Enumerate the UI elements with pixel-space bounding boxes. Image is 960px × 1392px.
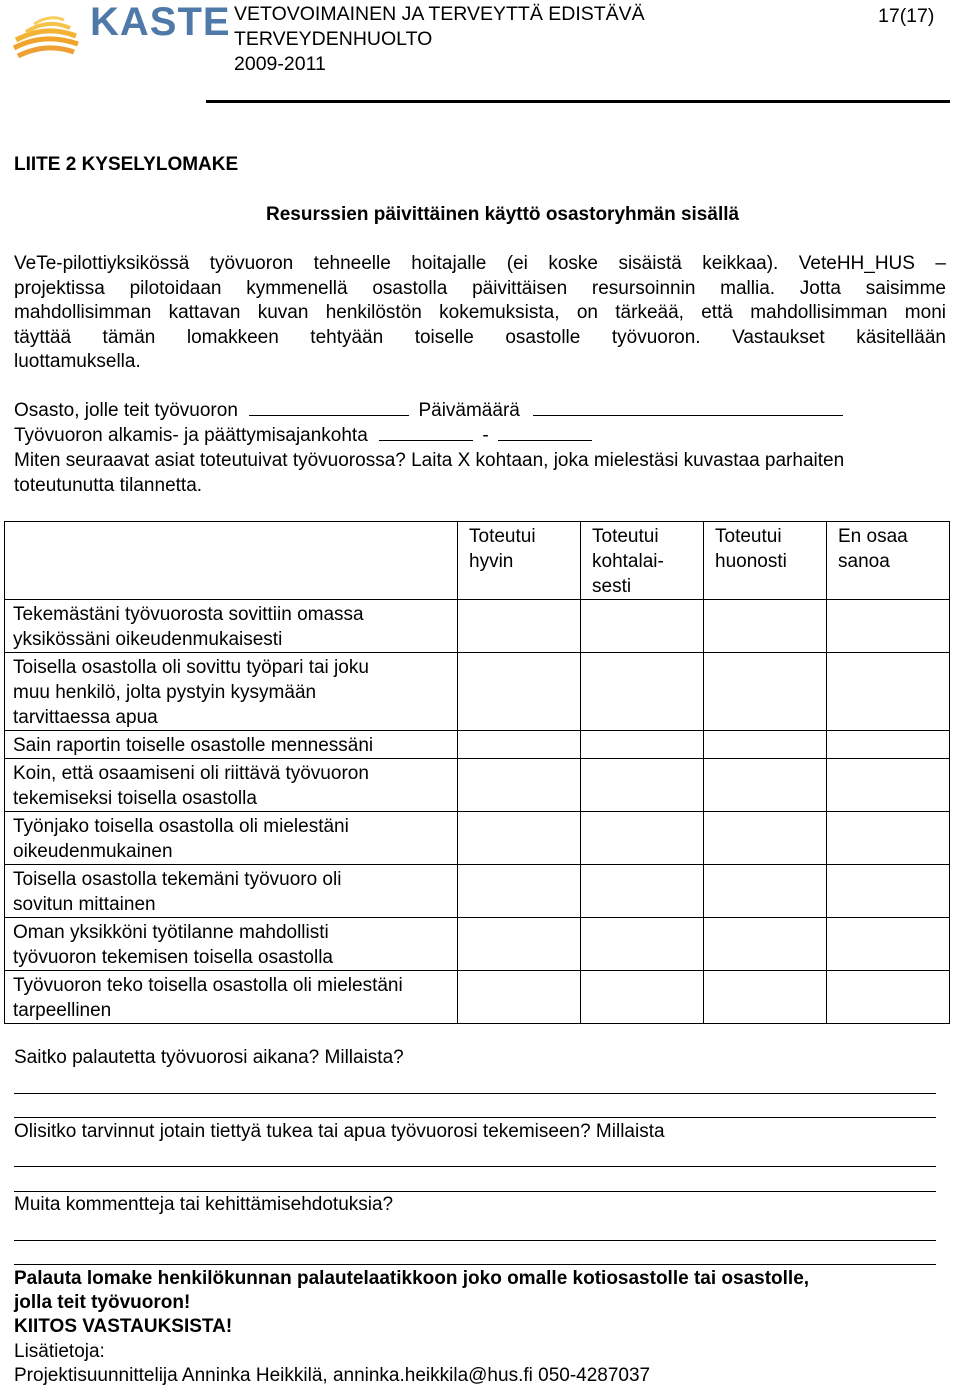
answer-cell[interactable] <box>704 653 827 731</box>
question-comments: Muita kommentteja tai kehittämisehdotuksia? <box>14 1194 394 1215</box>
column-header-text: kohtalai- <box>592 551 664 572</box>
statement-text: työvuoron tekemisen toisella osastolla <box>13 947 334 968</box>
table-row <box>5 653 950 731</box>
table-row <box>5 918 950 971</box>
intro-line: täyttää tämän lomakkeen tehtyään toiselle osastolle työvuoron. Vastaukset käsitellään <box>14 326 946 348</box>
column-header-text: Toteutui <box>715 526 782 547</box>
answer-line[interactable] <box>14 1264 936 1265</box>
sun-logo-icon <box>12 4 84 64</box>
column-header-text: hyvin <box>469 551 514 572</box>
answer-cell[interactable] <box>827 731 950 759</box>
answer-cell[interactable] <box>581 918 704 971</box>
instructions-line1: Miten seuraavat asiat toteutuivat työvuorossa? Laita X kohtaan, joka mielestäsi kuvastaa parhaiten <box>14 450 845 471</box>
department-blank[interactable] <box>249 415 409 416</box>
answer-cell[interactable] <box>704 812 827 865</box>
table-row <box>5 731 950 759</box>
answer-cell[interactable] <box>458 918 581 971</box>
shift-end-blank[interactable] <box>498 440 592 441</box>
column-header-poor <box>704 522 827 600</box>
statement-cell <box>5 653 458 731</box>
statement-text: Toisella osastolla tekemäni työvuoro oli <box>13 869 342 890</box>
answer-cell[interactable] <box>704 971 827 1024</box>
column-header-text: sanoa <box>838 551 890 572</box>
table-row <box>5 971 950 1024</box>
statement-text: muu henkilö, jolta pystyin kysymään <box>13 682 317 703</box>
answer-cell[interactable] <box>827 918 950 971</box>
form-title: Resurssien päivittäinen käyttö osastoryhmän sisällä <box>266 204 740 225</box>
statement-text: Oman yksikköni työtilanne mahdollisti <box>13 922 329 943</box>
answer-cell[interactable] <box>581 759 704 812</box>
answer-cell[interactable] <box>458 971 581 1024</box>
statement-text: sovitun mittainen <box>13 894 156 915</box>
answer-cell[interactable] <box>704 600 827 653</box>
answer-cell[interactable] <box>581 812 704 865</box>
rating-table <box>4 521 950 1024</box>
statement-cell <box>5 918 458 971</box>
return-instructions-line1: Palauta lomake henkilökunnan palautelaatikkoon joko omalle kotiosastolle tai osastolle, <box>14 1268 810 1289</box>
answer-line[interactable] <box>14 1093 936 1094</box>
answer-cell[interactable] <box>458 731 581 759</box>
column-header-text: huonosti <box>715 551 787 572</box>
table-row <box>5 865 950 918</box>
table-corner-cell <box>5 522 458 600</box>
column-header-moderate <box>581 522 704 600</box>
statement-text: Tekemästäni työvuorosta sovittiin omassa <box>13 604 364 625</box>
statement-text: Koin, että osaamiseni oli riittävä työvuoron <box>13 763 369 784</box>
table-row <box>5 812 950 865</box>
shift-time-separator: - <box>482 425 489 446</box>
answer-cell[interactable] <box>458 600 581 653</box>
statement-cell <box>5 731 458 759</box>
project-title-line1: VETOVOIMAINEN JA TERVEYTTÄ EDISTÄVÄ <box>234 3 645 25</box>
answer-line[interactable] <box>14 1191 936 1192</box>
question-support: Olisitko tarvinnut jotain tiettyä tukea tai apua työvuorosi tekemiseen? Millaista <box>14 1121 665 1142</box>
header-rule <box>206 100 950 103</box>
intro-line: mahdollisimman kattavan kuvan henkilöstön kokemuksista, on tärkeää, että mahdollisimman moni <box>14 302 946 323</box>
table-row <box>5 600 950 653</box>
thanks-text: KIITOS VASTAUKSISTA! <box>14 1316 233 1337</box>
column-header-text: Toteutui <box>469 526 536 547</box>
shift-time-label: Työvuoron alkamis- ja päättymisajankohta <box>14 425 368 446</box>
answer-cell[interactable] <box>458 865 581 918</box>
answer-cell[interactable] <box>827 653 950 731</box>
statement-text: tarvittaessa apua <box>13 707 158 728</box>
answer-cell[interactable] <box>581 731 704 759</box>
statement-text: tarpeellinen <box>13 1000 112 1021</box>
answer-cell[interactable] <box>458 812 581 865</box>
shift-time-row <box>14 424 592 449</box>
answer-cell[interactable] <box>704 865 827 918</box>
shift-start-blank[interactable] <box>379 440 473 441</box>
statement-cell <box>5 812 458 865</box>
project-title-line2: TERVEYDENHUOLTO <box>234 28 433 50</box>
answer-cell[interactable] <box>581 865 704 918</box>
page-number: 17(17) <box>878 5 935 27</box>
column-header-dont-know <box>827 522 950 600</box>
statement-cell <box>5 759 458 812</box>
answer-line[interactable] <box>14 1240 936 1241</box>
intro-paragraph <box>14 252 946 375</box>
contact-info: Projektisuunnittelija Anninka Heikkilä, anninka.heikkila@hus.fi 050-4287037 <box>14 1365 651 1386</box>
answer-cell[interactable] <box>581 971 704 1024</box>
answer-cell[interactable] <box>827 812 950 865</box>
answer-cell[interactable] <box>704 759 827 812</box>
statement-text: Sain raportin toiselle osastolle mennessäni <box>13 735 374 756</box>
table-row <box>5 759 950 812</box>
info-label: Lisätietoja: <box>14 1341 105 1362</box>
date-blank[interactable] <box>533 415 843 416</box>
statement-text: Työvuoron teko toisella osastolla oli mielestäni <box>13 975 403 996</box>
answer-cell[interactable] <box>827 971 950 1024</box>
instructions-line2: toteutunutta tilannetta. <box>14 475 203 496</box>
date-label: Päivämäärä <box>418 400 520 421</box>
statement-text: oikeudenmukainen <box>13 841 173 862</box>
intro-line: projektissa pilotoidaan kymmenellä osastolla päivittäisen resursoinnin mallia. Jotta saisimme <box>14 277 946 299</box>
statement-text: Toisella osastolla oli sovittu työpari tai joku <box>13 657 369 678</box>
answer-cell[interactable] <box>581 600 704 653</box>
statement-text: tekemiseksi toisella osastolla <box>13 788 257 809</box>
answer-cell[interactable] <box>704 918 827 971</box>
department-date-row <box>14 399 843 424</box>
question-feedback: Saitko palautetta työvuorosi aikana? Millaista? <box>14 1047 404 1068</box>
statement-cell <box>5 971 458 1024</box>
intro-line: VeTe-pilottiyksikössä työvuoron tehneelle hoitajalle (ei koske sisäistä keikkaa). VeteHH_HUS – <box>14 253 946 274</box>
column-header-good <box>458 522 581 600</box>
table-header-row <box>5 522 950 600</box>
answer-cell[interactable] <box>458 653 581 731</box>
statement-text: Työnjako toisella osastolla oli mielestäni <box>13 816 349 837</box>
statement-cell <box>5 865 458 918</box>
answer-cell[interactable] <box>827 600 950 653</box>
answer-cell[interactable] <box>458 759 581 812</box>
logo-wordmark: KASTE <box>90 0 231 44</box>
statement-text: yksikössäni oikeudenmukaisesti <box>13 629 283 650</box>
answer-cell[interactable] <box>581 653 704 731</box>
return-instructions-line2: jolla teit työvuoron! <box>14 1292 191 1313</box>
statement-cell <box>5 600 458 653</box>
answer-line[interactable] <box>14 1166 936 1167</box>
answer-cell[interactable] <box>827 865 950 918</box>
appendix-title: LIITE 2 KYSELYLOMAKE <box>14 154 239 175</box>
project-years: 2009-2011 <box>234 53 326 75</box>
kaste-logo <box>12 0 231 64</box>
answer-cell[interactable] <box>827 759 950 812</box>
column-header-text: sesti <box>592 576 632 597</box>
column-header-text: Toteutui <box>592 526 659 547</box>
intro-line: luottamuksella. <box>14 351 141 372</box>
answer-cell[interactable] <box>704 731 827 759</box>
column-header-text: En osaa <box>838 526 908 547</box>
answer-line[interactable] <box>14 1117 936 1118</box>
department-label: Osasto, jolle teit työvuoron <box>14 400 238 421</box>
